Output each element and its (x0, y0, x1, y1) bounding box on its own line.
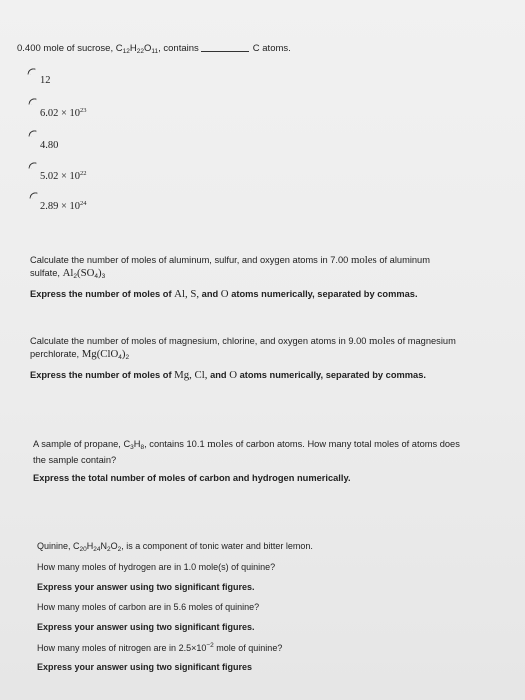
option-radio-3[interactable] (28, 129, 36, 137)
option-5[interactable]: $2.89 \times 10^{24}$ (40, 200, 87, 212)
option-1[interactable]: 12 (40, 75, 51, 86)
q4-instruction: Express the total number of moles of carbon and hydrogen numerically. (33, 473, 351, 483)
quinine-instruction-2: Express your answer using two significant figures. (37, 622, 255, 632)
quinine-instruction-3: Express your answer using two significant figures (37, 662, 253, 672)
question-magnesium-perchlorate: Calculate the number of moles of magnesium, chlorine, and oxygen atoms in 9.00 moles of magnesium perchlorate, $Mg(ClO_4)_2$ Express the number of moles of Mg, Cl, and O atoms numerically, separated by commas. (30, 335, 505, 382)
option-radio-1[interactable] (27, 67, 35, 75)
answer-blank (201, 51, 249, 52)
option-radio-5[interactable] (29, 191, 37, 199)
quinine-q-carbon: How many moles of carbon are in 5.6 moles of quinine? (37, 602, 260, 612)
option-2[interactable]: $6.02 \times 10^{23}$ (40, 107, 87, 119)
option-radio-2[interactable] (28, 97, 36, 105)
q1-text: 0.400 mole of sucrose, C (17, 43, 123, 54)
quinine-q-hydrogen: How many moles of hydrogen are in 1.0 mole(s) of quinine? (37, 562, 276, 572)
option-radio-4[interactable] (28, 161, 36, 169)
q3-instruction: Express the number of moles of Mg, Cl, and O atoms numerically, separated by commas. (30, 369, 426, 381)
question-sucrose: 0.400 mole of sucrose, $C_{12}H_{22}O_{11}$, contains C atoms. (17, 43, 291, 55)
quinine-q-nitrogen: How many moles of nitrogen are in $2.5\times 10^{-2}$ mole of quinine? (37, 642, 283, 653)
quinine-intro: Quinine, $C_{20}H_{24}N_2O_2$, is a component of tonic water and bitter lemon. (37, 541, 313, 553)
quinine-instruction-1: Express your answer using two significant figures. (37, 582, 255, 592)
option-3[interactable]: 4.80 (40, 140, 59, 151)
question-aluminum-sulfate: Calculate the number of moles of aluminum, sulfur, and oxygen atoms in 7.00 moles of aluminum sulfate, $Al_2(SO_4)_3$ Express the number of moles of Al, S, and O atoms numerically, separated by commas. (30, 254, 505, 301)
question-propane: A sample of propane, $C_3H_8$, contains 10.1 moles of carbon atoms. How many total moles of atoms does the sample contain? Express the total number of moles of carbon and hydrogen numerically. (33, 438, 508, 485)
q2-instruction: Express the number of moles of Al, S, and O atoms numerically, separated by commas. (30, 288, 418, 300)
option-4[interactable]: $5.02 \times 10^{22}$ (40, 170, 87, 182)
